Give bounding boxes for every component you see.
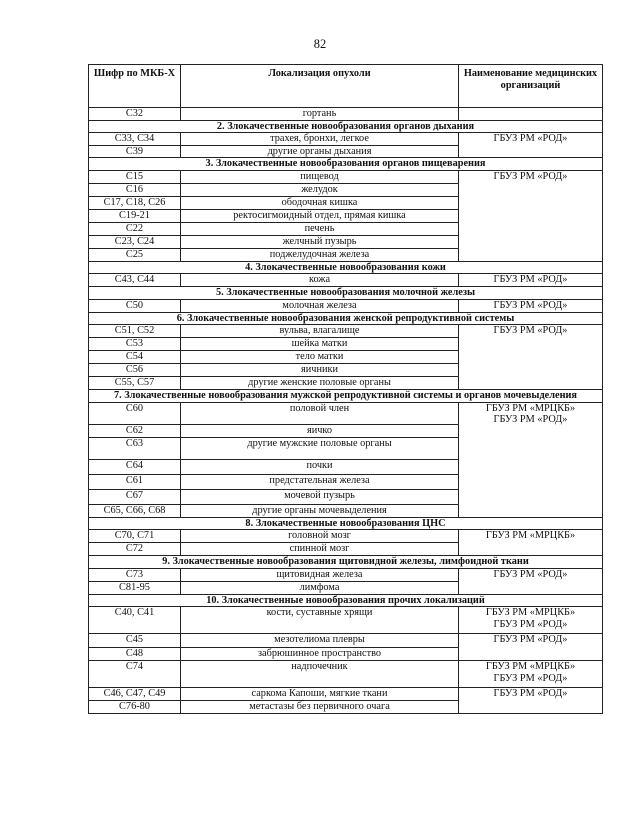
organization-cell <box>459 607 603 634</box>
table-row <box>89 108 603 121</box>
localization-cell: предстательная железа <box>181 474 459 489</box>
organization-name: ГБУЗ РМ «РОД» <box>493 414 568 425</box>
icd-code-cell: С62 <box>89 424 181 437</box>
section-row <box>89 312 603 325</box>
section-row <box>89 287 603 300</box>
localization-cell: головной мозг <box>181 530 459 543</box>
localization-cell: забрюшинное пространство <box>181 648 459 661</box>
section-title: 2. Злокачественные новообразования органов дыхания <box>89 120 603 133</box>
table-row <box>89 607 603 634</box>
page-number: 82 <box>313 37 327 51</box>
localization-cell: щитовидная железа <box>181 568 459 581</box>
organization-name: ГБУЗ РМ «МРЦКБ» <box>485 661 576 672</box>
icd-code-cell: С55, С57 <box>89 377 181 390</box>
localization-cell: почки <box>181 459 459 474</box>
table-row <box>89 634 603 648</box>
organization-cell <box>459 530 603 556</box>
section-row <box>89 594 603 607</box>
section-title: 3. Злокачественные новообразования органов пищеварения <box>89 158 603 171</box>
icd-code-cell: С23, С24 <box>89 235 181 248</box>
table-row <box>89 402 603 424</box>
section-title: 7. Злокачественные новообразования мужской репродуктивной системы и органов мочевыделения <box>89 390 603 403</box>
table-row <box>89 530 603 543</box>
localization-cell: надпочечник <box>181 661 459 688</box>
organization-cell <box>459 108 603 121</box>
section-title: 10. Злокачественные новообразования прочих локализаций <box>89 594 603 607</box>
organization-cell <box>459 402 603 517</box>
localization-cell: вульва, влагалище <box>181 325 459 338</box>
icd-code-cell: С74 <box>89 661 181 688</box>
localization-cell: гортань <box>181 108 459 121</box>
icd-code-cell: С61 <box>89 474 181 489</box>
localization-cell: печень <box>181 222 459 235</box>
icd-code-cell: С56 <box>89 364 181 377</box>
localization-cell: половой член <box>181 402 459 424</box>
icd-code-cell: С72 <box>89 543 181 556</box>
localization-cell: другие органы мочевыделения <box>181 504 459 517</box>
organization-name: ГБУЗ РМ «РОД» <box>493 634 568 645</box>
localization-cell: саркома Капоши, мягкие ткани <box>181 688 459 701</box>
organization-name: ГБУЗ РМ «МРЦКБ» <box>485 402 576 414</box>
localization-cell: мочевой пузырь <box>181 489 459 504</box>
organization-name: ГБУЗ РМ «МРЦКБ» <box>485 530 576 541</box>
organization-cell <box>459 299 603 312</box>
icd-code-cell: С15 <box>89 170 181 183</box>
localization-cell: другие женские половые органы <box>181 377 459 390</box>
localization-cell: лимфома <box>181 581 459 594</box>
icd-code-cell: С17, С18, С26 <box>89 196 181 209</box>
oncology-routing-table <box>88 64 603 714</box>
localization-cell: метастазы без первичного очага <box>181 701 459 714</box>
localization-cell: молочная железа <box>181 299 459 312</box>
icd-code-cell: С39 <box>89 145 181 158</box>
organization-name: ГБУЗ РМ «РОД» <box>493 568 568 580</box>
organization-name: ГБУЗ РМ «РОД» <box>493 325 568 336</box>
localization-cell: пищевод <box>181 170 459 183</box>
icd-code-cell: С76-80 <box>89 701 181 714</box>
icd-code-cell: С73 <box>89 568 181 581</box>
localization-cell: поджелудочная железа <box>181 248 459 261</box>
localization-cell: ободочная кишка <box>181 196 459 209</box>
organization-cell <box>459 170 603 261</box>
header-organizations: Наименование медицинских организаций <box>459 65 603 108</box>
organization-name: ГБУЗ РМ «МРЦКБ» <box>485 607 576 618</box>
icd-code-cell: С70, С71 <box>89 530 181 543</box>
section-title: 8. Злокачественные новообразования ЦНС <box>89 517 603 530</box>
section-title: 4. Злокачественные новообразования кожи <box>89 261 603 274</box>
localization-cell: другие органы дыхания <box>181 145 459 158</box>
header-localization: Локализация опухоли <box>181 65 459 108</box>
icd-code-cell: С53 <box>89 338 181 351</box>
icd-code-cell: С81-95 <box>89 581 181 594</box>
section-row <box>89 556 603 569</box>
icd-code-cell: С32 <box>89 108 181 121</box>
organization-name: ГБУЗ РМ «РОД» <box>493 618 568 630</box>
section-row <box>89 158 603 171</box>
icd-code-cell: С46, С47, С49 <box>89 688 181 701</box>
icd-code-cell: С54 <box>89 351 181 364</box>
table-row <box>89 325 603 338</box>
table-row <box>89 688 603 701</box>
icd-code-cell: С40, С41 <box>89 607 181 634</box>
icd-code-cell: С65, С66, С68 <box>89 504 181 517</box>
section-row <box>89 390 603 403</box>
organization-cell <box>459 568 603 594</box>
localization-cell: яичники <box>181 364 459 377</box>
icd-code-cell: С64 <box>89 459 181 474</box>
localization-cell: спинной мозг <box>181 543 459 556</box>
organization-cell <box>459 661 603 688</box>
localization-cell: шейка матки <box>181 338 459 351</box>
icd-code-cell: С50 <box>89 299 181 312</box>
organization-name: ГБУЗ РМ «РОД» <box>493 299 568 311</box>
localization-cell: трахея, бронхи, легкое <box>181 133 459 146</box>
table-row <box>89 133 603 146</box>
icd-code-cell: С22 <box>89 222 181 235</box>
localization-cell: ректосигмоидный отдел, прямая кишка <box>181 209 459 222</box>
icd-code-cell: С67 <box>89 489 181 504</box>
icd-code-cell: С45 <box>89 634 181 648</box>
icd-code-cell: С16 <box>89 183 181 196</box>
localization-cell: желудок <box>181 183 459 196</box>
organization-name: ГБУЗ РМ «РОД» <box>493 170 568 182</box>
localization-cell: яичко <box>181 424 459 437</box>
table-row <box>89 170 603 183</box>
table-header-row <box>89 65 603 108</box>
section-title: 6. Злокачественные новообразования женской репродуктивной системы <box>89 312 603 325</box>
icd-code-cell: С43, С44 <box>89 274 181 287</box>
organization-cell <box>459 133 603 158</box>
organization-cell <box>459 688 603 714</box>
localization-cell: кости, суставные хрящи <box>181 607 459 634</box>
localization-cell: другие мужские половые органы <box>181 437 459 459</box>
icd-code-cell: С25 <box>89 248 181 261</box>
localization-cell: желчный пузырь <box>181 235 459 248</box>
icd-code-cell: С63 <box>89 437 181 459</box>
table-row <box>89 299 603 312</box>
section-row <box>89 517 603 530</box>
organization-name: ГБУЗ РМ «РОД» <box>493 133 568 144</box>
organization-cell <box>459 634 603 661</box>
section-row <box>89 120 603 133</box>
organization-cell <box>459 274 603 287</box>
organization-name: ГБУЗ РМ «РОД» <box>493 688 568 699</box>
organization-name: ГБУЗ РМ «РОД» <box>493 672 568 684</box>
icd-code-cell: С33, С34 <box>89 133 181 146</box>
section-row <box>89 261 603 274</box>
section-title: 9. Злокачественные новообразования щитовидной железы, лимфоидной ткани <box>89 556 603 569</box>
icd-code-cell: С19-21 <box>89 209 181 222</box>
table-row <box>89 274 603 287</box>
organization-name: ГБУЗ РМ «РОД» <box>493 274 568 285</box>
localization-cell: кожа <box>181 274 459 287</box>
header-icd-code: Шифр по МКБ-Х <box>89 65 181 108</box>
table-row <box>89 568 603 581</box>
localization-cell: мезотелиома плевры <box>181 634 459 648</box>
organization-cell <box>459 325 603 390</box>
table-row <box>89 661 603 688</box>
icd-code-cell: С51, С52 <box>89 325 181 338</box>
icd-code-cell: С60 <box>89 402 181 424</box>
localization-cell: тело матки <box>181 351 459 364</box>
icd-code-cell: С48 <box>89 648 181 661</box>
section-title: 5. Злокачественные новообразования молочной железы <box>89 287 603 300</box>
